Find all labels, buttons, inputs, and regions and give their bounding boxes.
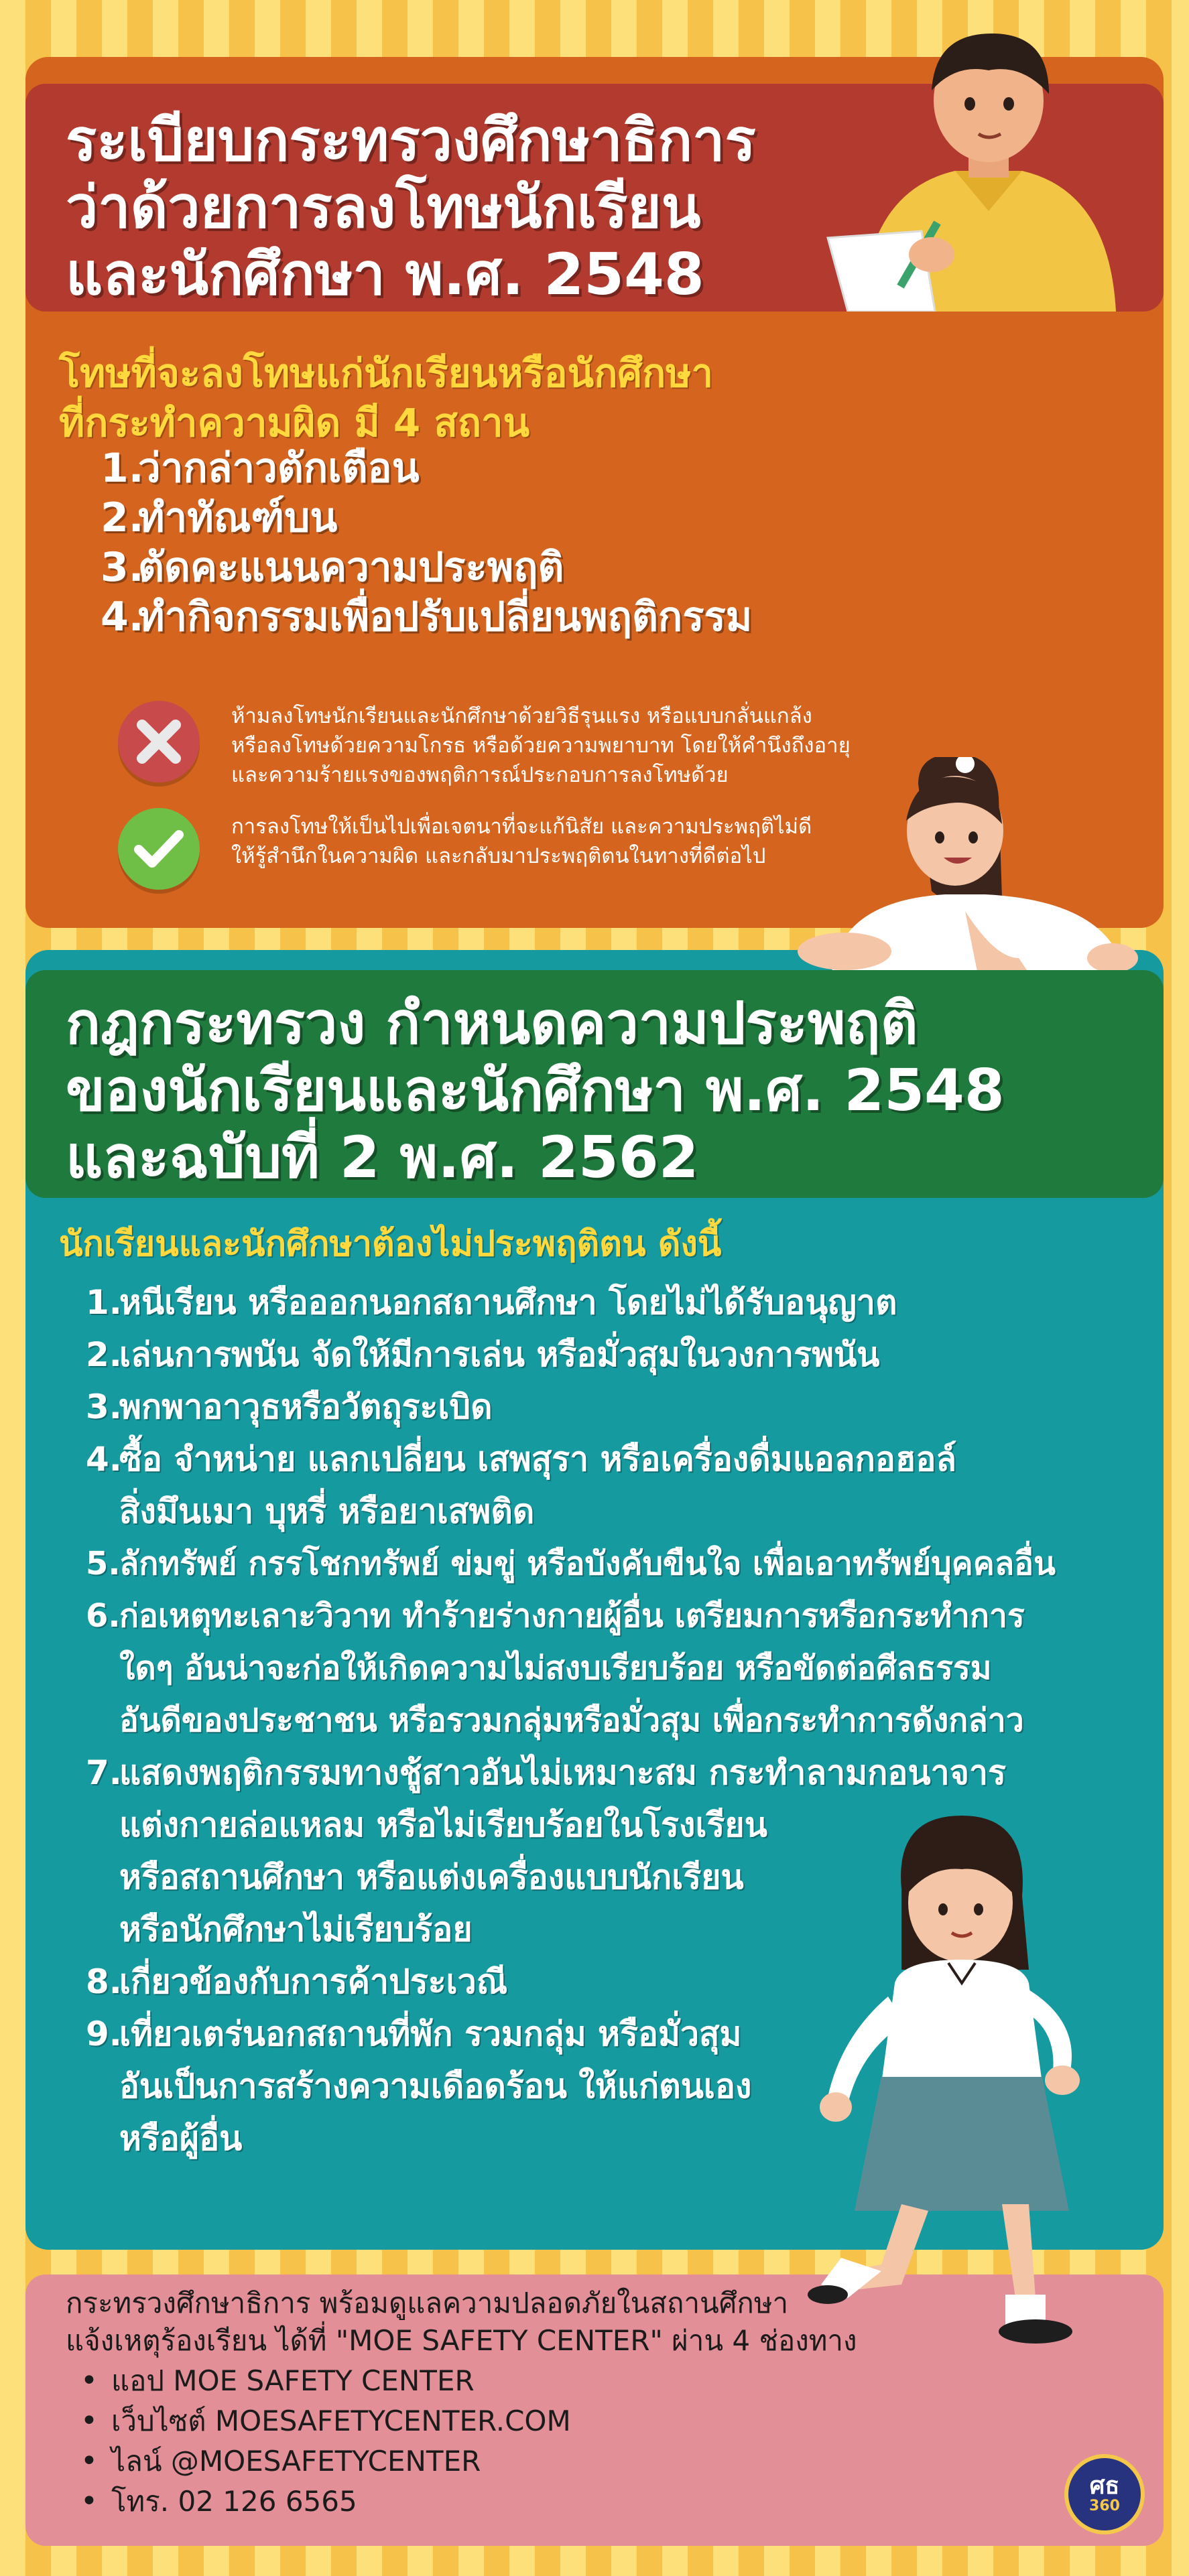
list-item: 3.พกพาอาวุธหรือวัตถุระเบิด bbox=[86, 1387, 493, 1426]
check-mark-icon bbox=[118, 808, 200, 890]
list-item: 9.เที่ยวเตร่นอกสถานที่พัก รวมกลุ่ม หรือมั่วสุม อันเป็นการสร้างความเดือดร้อน ให้แก่ตนเอง หรือผู้อื่น bbox=[86, 2015, 752, 2158]
list-item: 3.ตัดคะแนนความประพฤติ bbox=[101, 544, 564, 591]
contact-intro: กระทรวงศึกษาธิการ พร้อมดูแลความปลอดภัยในสถานศึกษา แจ้งเหตุร้องเรียน ได้ที่ "MOE SAFETY CENTER" ผ่าน 4 ช่องทาง bbox=[66, 2287, 857, 2357]
list-item: 6.ก่อเหตุทะเลาะวิวาท ทำร้ายร่างกายผู้อื่น เตรียมการหรือกระทำการ ใดๆ อันน่าจะก่อให้เกิดความไม่สงบเรียบร้อย หรือขัดต่อศีลธรรม อันดีของประชาชน หรือรวมกลุ่มหรือมั่วสุม เพื่อกระทำการดังกล่าว bbox=[86, 1597, 1025, 1739]
list-item: 4.ทำกิจกรรมเพื่อปรับเปลี่ยนพฤติกรรม bbox=[101, 594, 753, 640]
girl-leaning-illustration bbox=[764, 757, 1160, 978]
list-item: 2.เล่นการพนัน จัดให้มีการเล่น หรือมั่วสุมในวงการพนัน bbox=[86, 1335, 880, 1374]
list-item: 8.เกี่ยวข้องกับการค้าประเวณี bbox=[86, 1962, 508, 2001]
discipline-title: ระเบียบกระทรวงศึกษาธิการ ว่าด้วยการลงโทษนักเรียน และนักศึกษา พ.ศ. 2548 bbox=[66, 107, 756, 308]
list-item: 5.ลักทรัพย์ กรรโชกทรัพย์ ข่มขู่ หรือบังคับขืนใจ เพื่อเอาทรัพย์บุคคลอื่น bbox=[86, 1545, 1056, 1582]
girl-running-illustration bbox=[747, 1802, 1176, 2372]
list-item: 4.ซื้อ จำหน่าย แลกเปลี่ยน เสพสุรา หรือเครื่องดื่มแอลกอฮอล์ สิ่งมึนเมา บุหรี่ หรือยาเสพติด bbox=[86, 1440, 957, 1531]
list-item: 2.ทำทัณฑ์บน bbox=[101, 494, 338, 541]
punishment-purpose-note: การลงโทษให้เป็นไปเพื่อเจตนาที่จะแก้นิสัย และความประพฤติไม่ดี ให้รู้สำนึกในความผิด และกลับมาประพฤติตนในทางที่ดีต่อไป bbox=[231, 815, 812, 868]
penalty-list bbox=[101, 444, 752, 642]
prohibited-punishment-note: ห้ามลงโทษนักเรียนและนักศึกษาด้วยวิธีรุนแรง หรือแบบกลั่นแกล้ง หรือลงโทษด้วยความโกรธ หรือด้วยความพยาบาท โดยให้คำนึงถึงอายุ และความร้ายแรงของพฤติการณ์ประกอบการลงโทษด้วย bbox=[231, 704, 851, 787]
penalty-heading: โทษที่จะลงโทษแก่นักเรียนหรือนักศึกษา ที่กระทำความผิด มี 4 สถาน bbox=[59, 350, 714, 446]
list-item: 1.ว่ากล่าวตักเตือน bbox=[101, 445, 420, 492]
list-item: • แอป MOE SAFETY CENTER bbox=[80, 2361, 571, 2401]
list-item: • ไลน์ @MOESAFETYCENTER bbox=[80, 2441, 571, 2482]
behavior-heading: นักเรียนและนักศึกษาต้องไม่ประพฤติตน ดังนี้ bbox=[59, 1224, 722, 1264]
behavior-title: กฎกระทรวง กำหนดความประพฤติ ของนักเรียนและนักศึกษา พ.ศ. 2548 และฉบับที่ 2 พ.ศ. 2562 bbox=[66, 990, 1005, 1191]
x-mark-icon bbox=[118, 701, 200, 783]
boy-writing-illustration bbox=[821, 17, 1143, 312]
contact-channels bbox=[80, 2361, 571, 2522]
list-item: 7.แสดงพฤติกรรมทางชู้สาวอันไม่เหมาะสม กระทำลามกอนาจาร แต่งกายล่อแหลม หรือไม่เรียบร้อยในโรงเรียน หรือสถานศึกษา หรือแต่งเครื่องแบบนักเรียน หรือนักศึกษาไม่เรียบร้อย bbox=[86, 1753, 1006, 1949]
list-item: 1.หนีเรียน หรือออกนอกสถานศึกษา โดยไม่ได้รับอนุญาต bbox=[86, 1283, 897, 1322]
moe-360-logo: ศธ 360 bbox=[1064, 2454, 1145, 2534]
list-item: • เว็บไซต์ MOESAFETYCENTER.COM bbox=[80, 2401, 571, 2441]
list-item: • โทร. 02 126 6565 bbox=[80, 2482, 571, 2522]
